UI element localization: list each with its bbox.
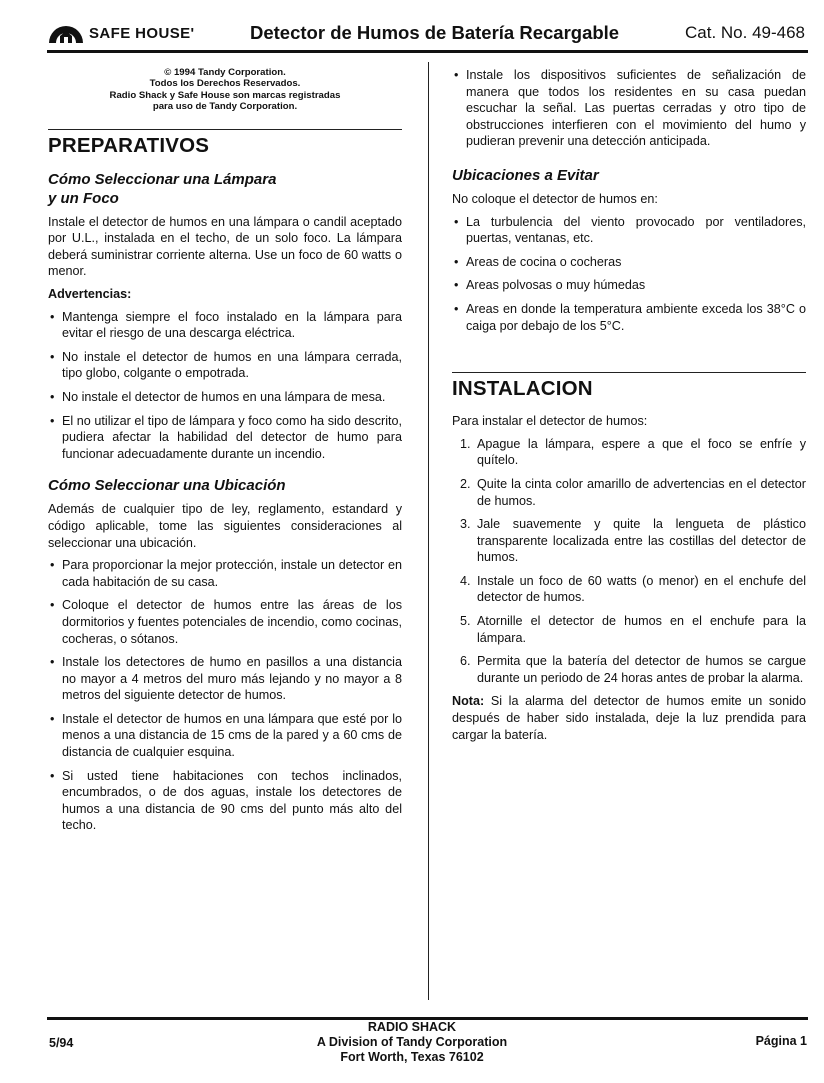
list-item (452, 476, 806, 509)
list-item (48, 557, 402, 590)
subsection-title-line: y un Foco (48, 189, 119, 207)
list-item-text: Instale un foco de 60 watts (o menor) en el enchufe del detector de humos. (477, 573, 806, 605)
list-item (452, 254, 806, 271)
header-rule (47, 50, 808, 53)
page-header (47, 22, 807, 48)
list-item-text: Coloque el detector de humos entre las áreas de los dormitorios y fuentes potenciales de incendio, como cocinas, cocheras, o sótanos. (62, 598, 402, 646)
copyright-notice (48, 67, 402, 113)
list-item-text: Areas en donde la temperatura ambiente exceda los 38°C o caiga por debajo de los 5°C. (466, 301, 806, 333)
brand-name: SAFE HOUSE' (89, 25, 195, 42)
page-number: Página 1 (755, 1034, 807, 1048)
list-item (48, 413, 402, 463)
install-steps-list (452, 436, 806, 687)
section-title-instalacion: INSTALACION (452, 377, 593, 401)
note-label: Nota: (452, 694, 485, 709)
step-number: 5. (460, 614, 471, 629)
location-intro-paragraph: Además de cualquier tipo de ley, reglamento, estandard y código aplicable, tome las siguientes consideraciones al seleccionar una ubicación. (48, 502, 402, 550)
list-item (48, 349, 402, 382)
footer-company-line: RADIO SHACK (367, 1020, 457, 1034)
list-item (48, 654, 402, 704)
list-item (452, 653, 806, 686)
list-item (48, 711, 402, 761)
list-item-text: Para proporcionar la mejor protección, instale un detector en cada habitación de su casa. (62, 558, 402, 589)
list-item (452, 301, 806, 334)
step-number: 4. (460, 573, 471, 588)
bullet-icon: • (454, 278, 459, 293)
list-item (48, 309, 402, 342)
install-note (452, 693, 806, 743)
list-item-text: Apague la lámpara, espere a que el foco se enfríe y quítelo. (477, 436, 806, 468)
list-item (48, 768, 402, 834)
lamp-intro-paragraph: Instale el detector de humos en una lámpara o candil aceptado por U.L., instalada en el techo, de un solo foco. La lámpara deberá suministrar corriente alterna. Use un foco de 60 watts o menor. (48, 214, 402, 279)
catalog-number: Cat. No. 49-468 (684, 23, 805, 42)
section-title-preparativos: PREPARATIVOS (48, 133, 210, 157)
step-number: 6. (460, 654, 471, 669)
list-item-text: El no utilizar el tipo de lámpara y foco como ha sido descrito, pudiera afectar la habilidad del detector de humo para funcionar adecuadamente durante un incendio. (62, 413, 402, 461)
copyright-line: Todos los Derechos Reservados. (149, 78, 301, 90)
list-item-text: La turbulencia del viento provocado por ventiladores, puertas, ventanas, etc. (466, 214, 806, 246)
right-column (452, 67, 806, 749)
list-item-text: Instale los dispositivos suficientes de señalización de manera que todos los residentes en su casa puedan escuchar la señal. Las puertas cerradas y otro tipo de obstrucciones interfieren con el movimiento del humo y pudieran prevenir una detección anticipada. (466, 68, 806, 149)
list-item-text: Mantenga siempre el foco instalado en la lámpara para evitar el riesgo de una descarga eléctrica. (62, 309, 402, 341)
list-item (48, 389, 402, 406)
copyright-line: © 1994 Tandy Corporation. (164, 67, 286, 78)
list-item-text: Atornille el detector de humos en el enchufe para la lámpara. (477, 614, 806, 645)
subsection-title-line: Cómo Seleccionar una Lámpara (48, 170, 277, 188)
list-item (452, 573, 806, 606)
bullet-icon: • (454, 301, 459, 316)
bullet-icon: • (454, 254, 459, 269)
list-item (48, 597, 402, 647)
list-item-text: Areas polvosas o muy húmedas (466, 278, 646, 293)
subsection-title-lamp (48, 170, 402, 208)
bullet-icon: • (50, 413, 55, 428)
list-item (452, 613, 806, 646)
footer-company-line: A Division of Tandy Corporation (316, 1035, 508, 1049)
bullet-icon: • (50, 558, 55, 573)
footer-date: 5/94 (49, 1036, 74, 1050)
location-list (48, 557, 402, 834)
list-item-text: Permita que la batería del detector de humos se cargue durante un periodo de 24 horas antes de probar la alarma. (477, 654, 806, 685)
step-number: 1. (460, 436, 471, 451)
left-column (48, 67, 402, 841)
copyright-line: Radio Shack y Safe House son marcas registradas (109, 89, 341, 101)
warnings-list (48, 309, 402, 463)
footer-company-line: Fort Worth, Texas 76102 (340, 1050, 484, 1064)
section-rule (48, 129, 402, 130)
bullet-icon: • (50, 349, 55, 364)
list-item-text: Instale los detectores de humo en pasillos a una distancia no mayor a 4 metros del muro más lejando y no mayor a 8 metros del siguiente detector de humos. (62, 655, 402, 703)
bullet-icon: • (50, 309, 55, 324)
list-item-text: Quite la cinta color amarillo de advertencias en el detector de humos. (477, 476, 806, 508)
list-item (452, 436, 806, 469)
bullet-icon: • (50, 768, 55, 783)
bullet-icon: • (50, 389, 55, 404)
bullet-icon: • (50, 655, 55, 670)
section-rule (452, 372, 806, 373)
column-divider (428, 62, 429, 1000)
bullet-icon: • (454, 68, 459, 82)
list-item (452, 67, 806, 150)
avoid-intro-paragraph: No coloque el detector de humos en: (452, 191, 658, 206)
list-item (452, 516, 806, 566)
list-item-text: No instale el detector de humos en una lámpara cerrada, tipo globo, colgante o empotrada. (62, 349, 402, 381)
footer-company (312, 1020, 512, 1065)
list-item-text: Jale suavemente y quite la lengueta de plástico transparente localizada entre las costillas del detector de humos. (477, 517, 806, 565)
list-item (452, 214, 806, 247)
step-number: 2. (460, 476, 471, 491)
warnings-label: Advertencias: (48, 287, 132, 301)
install-intro-paragraph: Para instalar el detector de humos: (452, 414, 648, 429)
subsection-title-avoid: Ubicaciones a Evitar (452, 166, 599, 184)
subsection-title-location: Cómo Seleccionar una Ubicación (48, 477, 286, 495)
note-text: Si la alarma del detector de humos emite un sonido después de haber sido instalada, deje la luz prendida para cargar la batería. (452, 694, 806, 742)
copyright-line: para uso de Tandy Corporation. (152, 101, 298, 113)
bullet-icon: • (50, 711, 55, 726)
page-title: Detector de Humos de Batería Recargable (250, 22, 620, 43)
bullet-icon: • (454, 214, 459, 229)
bullet-icon: • (50, 598, 55, 613)
list-item-text: Instale el detector de humos en una lámpara que esté por lo menos a una distancia de 15 cms de la pared y a 60 cms de distancia de cualquier esquina. (62, 711, 402, 760)
list-item-text: Si usted tiene habitaciones con techos inclinados, encumbrados, o de dos aguas, instale los detectores de humos a una distancia de 90 cms del punto más alto del techo. (62, 768, 402, 833)
safe-house-logo-icon (47, 22, 85, 44)
location-list-continued (452, 67, 806, 150)
avoid-list (452, 214, 806, 335)
step-number: 3. (460, 517, 471, 532)
list-item-text: No instale el detector de humos en una lámpara de mesa. (62, 389, 386, 404)
list-item (452, 277, 806, 294)
list-item-text: Areas de cocina o cocheras (466, 254, 622, 269)
